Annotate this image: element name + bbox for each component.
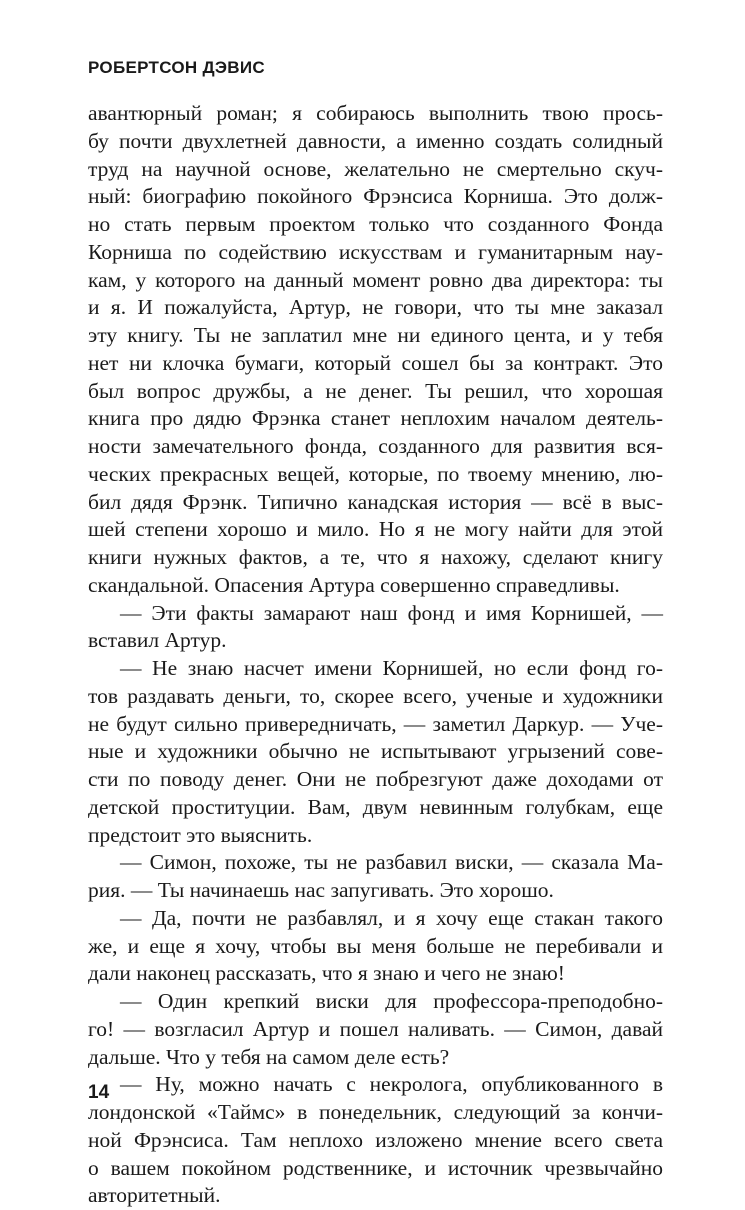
text-line: ческих прекрасных вещей, которые, по твоему мнению, лю- xyxy=(88,461,663,486)
text-line: — Ну, можно начать с некролога, опубликованного в xyxy=(120,1072,663,1097)
page-number: 14 xyxy=(88,1082,110,1103)
text-line: труд на научной основе, желательно не смертельно скуч- xyxy=(88,156,663,181)
text-line: о вашем покойном родственнике, и источник чрезвычайно xyxy=(88,1155,663,1180)
text-line: ности замечательного фонда, созданного для развития вся- xyxy=(88,434,663,458)
text-line: бил дядя Фрэнк. Типично канадская история — всё в выс- xyxy=(88,489,663,514)
text-line: и я. И пожалуйста, Артур, не говори, что ты мне заказал xyxy=(88,295,663,320)
text-line: авторитетный. xyxy=(88,1183,221,1208)
text-line: — Да, почти не разбавлял, и я хочу еще стакан такого xyxy=(120,905,663,930)
text-line: дали наконец рассказать, что я знаю и чего не знаю! xyxy=(88,961,565,986)
text-line: рия. — Ты начинаешь нас запугивать. Это хорошо. xyxy=(88,878,554,902)
text-line: скандальной. Опасения Артура совершенно справедливы. xyxy=(88,572,620,597)
text-line: тов раздавать деньги, то, скорее всего, ученые и художники xyxy=(88,683,663,708)
text-line: предстоит это выяснить. xyxy=(88,822,313,847)
text-line: детской проституции. Вам, двум невинным голубкам, еще xyxy=(88,794,663,819)
text-line: ный: биографию покойного Фрэнсиса Корниша. Это долж- xyxy=(88,184,663,209)
text-line: эту книгу. Ты не заплатил мне ни единого цента, и у тебя xyxy=(88,323,663,347)
text-line: — Не знаю насчет имени Корнишей, но если фонд го- xyxy=(120,656,663,680)
text-line: не будут сильно привередничать, — заметил Даркур. — Уче- xyxy=(88,711,663,736)
text-line: бу почти двухлетней давности, а именно создать солидный xyxy=(88,128,663,153)
text-line: — Симон, похоже, ты не разбавил виски, — сказала Ма- xyxy=(120,850,663,875)
body-text xyxy=(88,100,663,1210)
text-line: кам, у которого на данный момент ровно два директора: ты xyxy=(88,267,663,292)
text-line: был вопрос дружбы, а не денег. Ты решил, что хорошая xyxy=(88,378,663,403)
text-line: — Эти факты замарают наш фонд и имя Корнишей, — xyxy=(120,600,663,625)
text-line: лондонской «Таймс» в понедельник, следующий за кончи- xyxy=(88,1100,663,1124)
running-head: РОБЕРТСОН ДЭВИС xyxy=(88,58,265,77)
text-line: го! — возгласил Артур и пошел наливать. — Симон, давай xyxy=(88,1016,663,1041)
text-line: ные и художники обычно не испытывают угрызений сове- xyxy=(88,739,663,764)
text-line: нет ни клочка бумаги, который сошел бы за контракт. Это xyxy=(88,350,663,375)
text-line: авантюрный роман; я собираюсь выполнить твою прось- xyxy=(88,101,663,125)
text-line: ной Фрэнсиса. Там неплохо изложено мнение всего света xyxy=(88,1127,663,1152)
text-line: вставил Артур. xyxy=(88,628,227,653)
text-line: книги нужных фактов, а те, что я нахожу, сделают книгу xyxy=(88,545,663,569)
text-line: Корниша по содействию искусствам и гуманитарным нау- xyxy=(88,239,663,264)
text-line: дальше. Что у тебя на самом деле есть? xyxy=(88,1044,450,1069)
text-line: — Один крепкий виски для профессора-преподобно- xyxy=(120,989,663,1013)
text-line: сти по поводу денег. Они не побрезгуют даже доходами от xyxy=(88,767,663,791)
text-line: шей степени хорошо и мило. Но я не могу найти для этой xyxy=(88,517,663,542)
text-line: но стать первым проектом только что созданного Фонда xyxy=(88,212,663,236)
text-line: же, и еще я хочу, чтобы вы меня больше не перебивали и xyxy=(88,933,663,958)
text-line: книга про дядю Фрэнка станет неплохим началом деятель- xyxy=(88,406,663,431)
